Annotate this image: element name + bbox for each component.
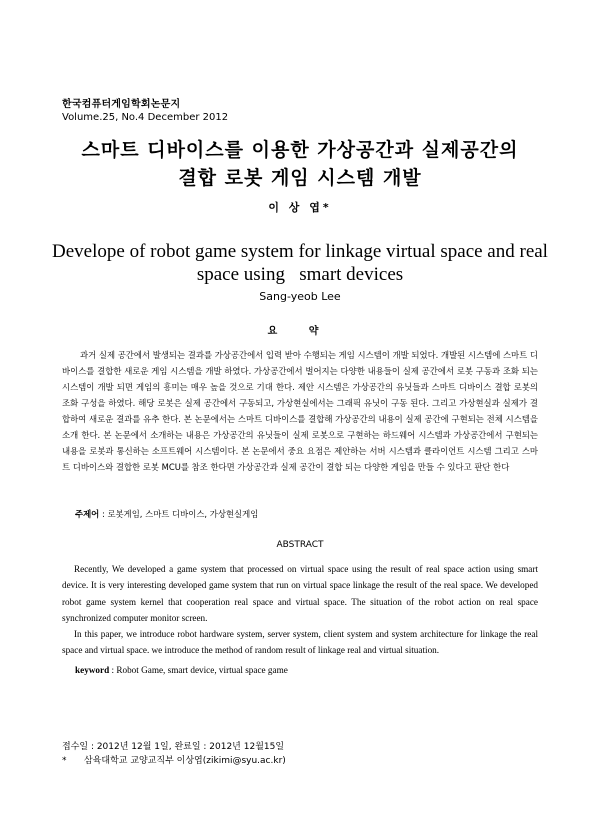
english-title-line-2: space using smart devices	[196, 264, 404, 285]
footnotes	[62, 740, 286, 768]
journal-volume: Volume.25, No.4 December 2012	[62, 112, 229, 123]
english-keywords-separator: :	[109, 665, 117, 675]
korean-keywords-value: 로봇게임, 스마트 디바이스, 가상현실게임	[107, 509, 259, 519]
korean-abstract-heading: 요 약	[267, 326, 333, 337]
korean-abstract: 과거 실제 공간에서 발생되는 결과를 가상공간에서 입력 받아 수행되는 게임 시스템이 개발 되었다. 개발된 시스템에 스마트 디바이스를 결합한 새로운 게임 시스템을 개발 하였다. 가상공간에서 벌어지는 다양한 내용들이 실제 공간에서 로봇 구동과 조화 되는 시스템이 개발 되면 게임의 흥미는 매우 높을 것으로 기대 한다. 제안 시스템은 가상공간의 유닛들과 스마트 디바이스 결합 로봇의 조화 구성을 하였다. 해당 로봇은 실제 공간에서 구동되고, 가상현실에서는 그래픽 유닛이 구동 된다. 그리고 가상현실과 실제가 결합하여 새로운 결과를 유추 한다. 본 논문에서는 스마트 디바이스를 결합해 가상공간의 내용이 실제 공간에 구현되는 전체 시스템을 소개 한다. 본 논문에서 소개하는 내용은 가상공간의 유닛들이 실제 로봇으로 구현하는 하드웨어 시스템과 가상공간에서 구현되는 내용을 로봇과 통신하는 소프트웨어 시스템이다. 본 논문에서 중요 요점은 제안하는 서버 시스템과 클라이언트 시스템 그리고 스마트 디바이스와 결합한 로봇 MCU를 참조 한다면 가상공간과 실제 공간이 결합 되는 다양한 게임을 만들 수 있다고 판단 한다	[62, 350, 538, 472]
english-title-line-1: Develope of robot game system for linkage virtual space and real	[52, 241, 548, 262]
korean-title-line-2: 결합 로봇 게임 시스템 개발	[178, 167, 422, 189]
english-keywords-value: Robot Game, smart device, virtual space game	[116, 665, 288, 675]
journal-name: 한국컴퓨터게임학회논문지	[62, 99, 181, 110]
korean-title-line-1: 스마트 디바이스를 이용한 가상공간과 실제공간의	[81, 139, 519, 161]
english-keywords-label: keyword	[75, 665, 110, 675]
korean-keywords	[75, 508, 258, 520]
author-affiliation	[62, 754, 286, 768]
affiliation-text: 삼육대학교 교양교직부 이상엽(zikimi@syu.ac.kr)	[84, 756, 286, 766]
korean-author: 이 상 엽*	[268, 201, 332, 214]
english-author: Sang-yeob Lee	[259, 290, 341, 303]
affiliation-mark: *	[62, 756, 67, 766]
received-dates: 접수일 : 2012년 12월 1일, 완료일 : 2012년 12월15일	[62, 742, 285, 752]
english-abstract-heading: ABSTRACT	[276, 540, 324, 550]
korean-keywords-label: 주제어	[75, 509, 100, 519]
english-abstract-paragraph-2: In this paper, we introduce robot hardware system, server system, client system and system architecture for linkage the real space and virtual space. we introduce the method of random result of linkage real and virtual situation.	[62, 629, 538, 656]
english-abstract-paragraph-1: Recently, We developed a game system that processed on virtual space using the result of real space action using smart device. It is very interesting developed game system that run on virtual space linkage the result of the real space. We developed robot game system kernel that cooperation real space and virtual space. The situation of the robot action on real space synchronized computer monitor screen.	[62, 564, 538, 623]
english-title	[50, 240, 550, 286]
korean-title	[40, 136, 560, 192]
journal-header	[62, 98, 228, 124]
english-abstract	[62, 561, 538, 659]
korean-keywords-separator: :	[99, 509, 108, 519]
english-keywords	[75, 665, 288, 675]
